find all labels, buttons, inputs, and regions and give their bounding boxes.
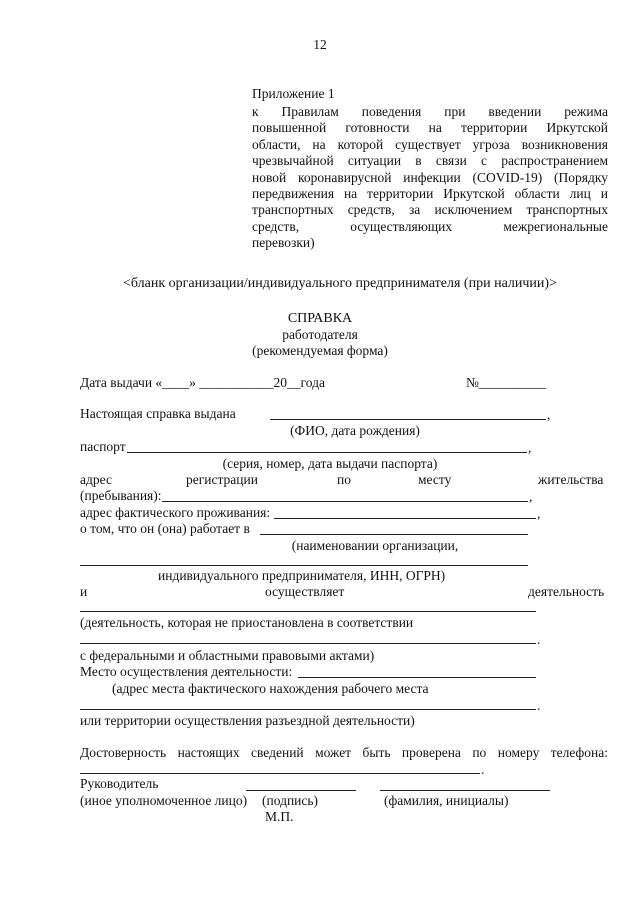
dot: . [481,762,485,777]
address-word: месту [418,472,452,487]
letterhead-note: <бланк организации/индивидуального предпринимателя (при наличии)> [123,276,557,291]
head-hint: (иное уполномоченное лицо) [80,793,248,808]
appendix-line: передвижения на территории Иркутской области лиц и [252,185,608,201]
comma: , [528,440,532,455]
activity-hint: с федеральными и областными правовыми актами) [80,648,375,663]
appendix-line: новой коронавирусной инфекции (COVID-19) (Порядку [252,169,608,185]
org-hint: (наименовании организации, [291,538,459,553]
and-word: деятельность [528,584,605,599]
appendix-title: Приложение 1 [252,86,335,101]
dot: . [537,698,541,713]
org-hint: индивидуального предпринимателя, ИНН, ОГРН) [158,568,446,583]
issue-date: Дата выдачи «____» ___________20__года [80,375,325,390]
issued-to-line [270,419,546,420]
address-word: жительства [538,472,604,487]
signature-hint: (подпись) [262,793,319,808]
passport-line [127,452,527,453]
form-note: (рекомендуемая форма) [252,343,388,358]
dot: . [537,632,541,647]
comma: , [547,407,551,422]
works-at-label: о том, что он (она) работает в [80,521,250,536]
appendix-text [252,104,608,252]
place-line [80,709,536,710]
actual-address-label: адрес фактического проживания: [80,505,271,520]
verify-text: Достоверность настоящих сведений может быть проверена по номеру телефона: [80,745,608,760]
and-word: осуществляет [265,584,345,599]
phone-line [80,773,480,774]
appendix-line: перевозки) [252,235,315,251]
comma: , [529,489,533,504]
name-hint: (фамилия, инициалы) [384,793,509,808]
comma: , [537,506,541,521]
place-line [298,677,536,678]
org-line [80,565,528,566]
place-hint: (адрес места фактического нахождения рабочего места [112,681,429,696]
doc-subtitle: работодателя [282,327,358,342]
appendix-line: чрезвычайной ситуации в связи с распространением [252,153,608,169]
stamp-label: М.П. [265,809,294,824]
address-word: регистрации [186,472,258,487]
appendix-line: повышенной готовности на территории Иркутской [252,120,608,136]
number-field: №__________ [466,375,547,390]
address-word: адрес [80,472,112,487]
appendix-line: области, на которой существует угроза возникновения [252,136,608,152]
name-line [380,790,550,791]
appendix-line: средств, осуществляющих межрегиональные [252,218,608,234]
signature-line [246,790,356,791]
activity-line [80,611,536,612]
stay-line [162,501,528,502]
activity-line [80,643,536,644]
doc-title: СПРАВКА [287,311,353,326]
and-word: и [80,584,88,599]
place-label: Место осуществления деятельности: [80,664,293,679]
appendix-line: к Правилам поведения при введении режима [252,104,608,119]
place-hint: или территории осуществления разъездной деятельности) [80,713,415,728]
issued-to-hint: (ФИО, дата рождения) [290,423,420,438]
actual-address-line [274,518,536,519]
address-word: по [337,472,351,487]
stay-label: (пребывания): [80,488,162,503]
issued-to-label: Настоящая справка выдана [80,406,236,421]
passport-label: паспорт [80,439,126,454]
activity-hint: (деятельность, которая не приостановлена в соответствии [80,615,414,630]
page-number: 12 [313,37,327,52]
head-label: Руководитель [80,776,159,791]
appendix-line: транспортных средств, за исключением транспортных [252,202,608,218]
works-at-line [260,534,528,535]
passport-hint: (серия, номер, дата выдачи паспорта) [222,456,438,471]
